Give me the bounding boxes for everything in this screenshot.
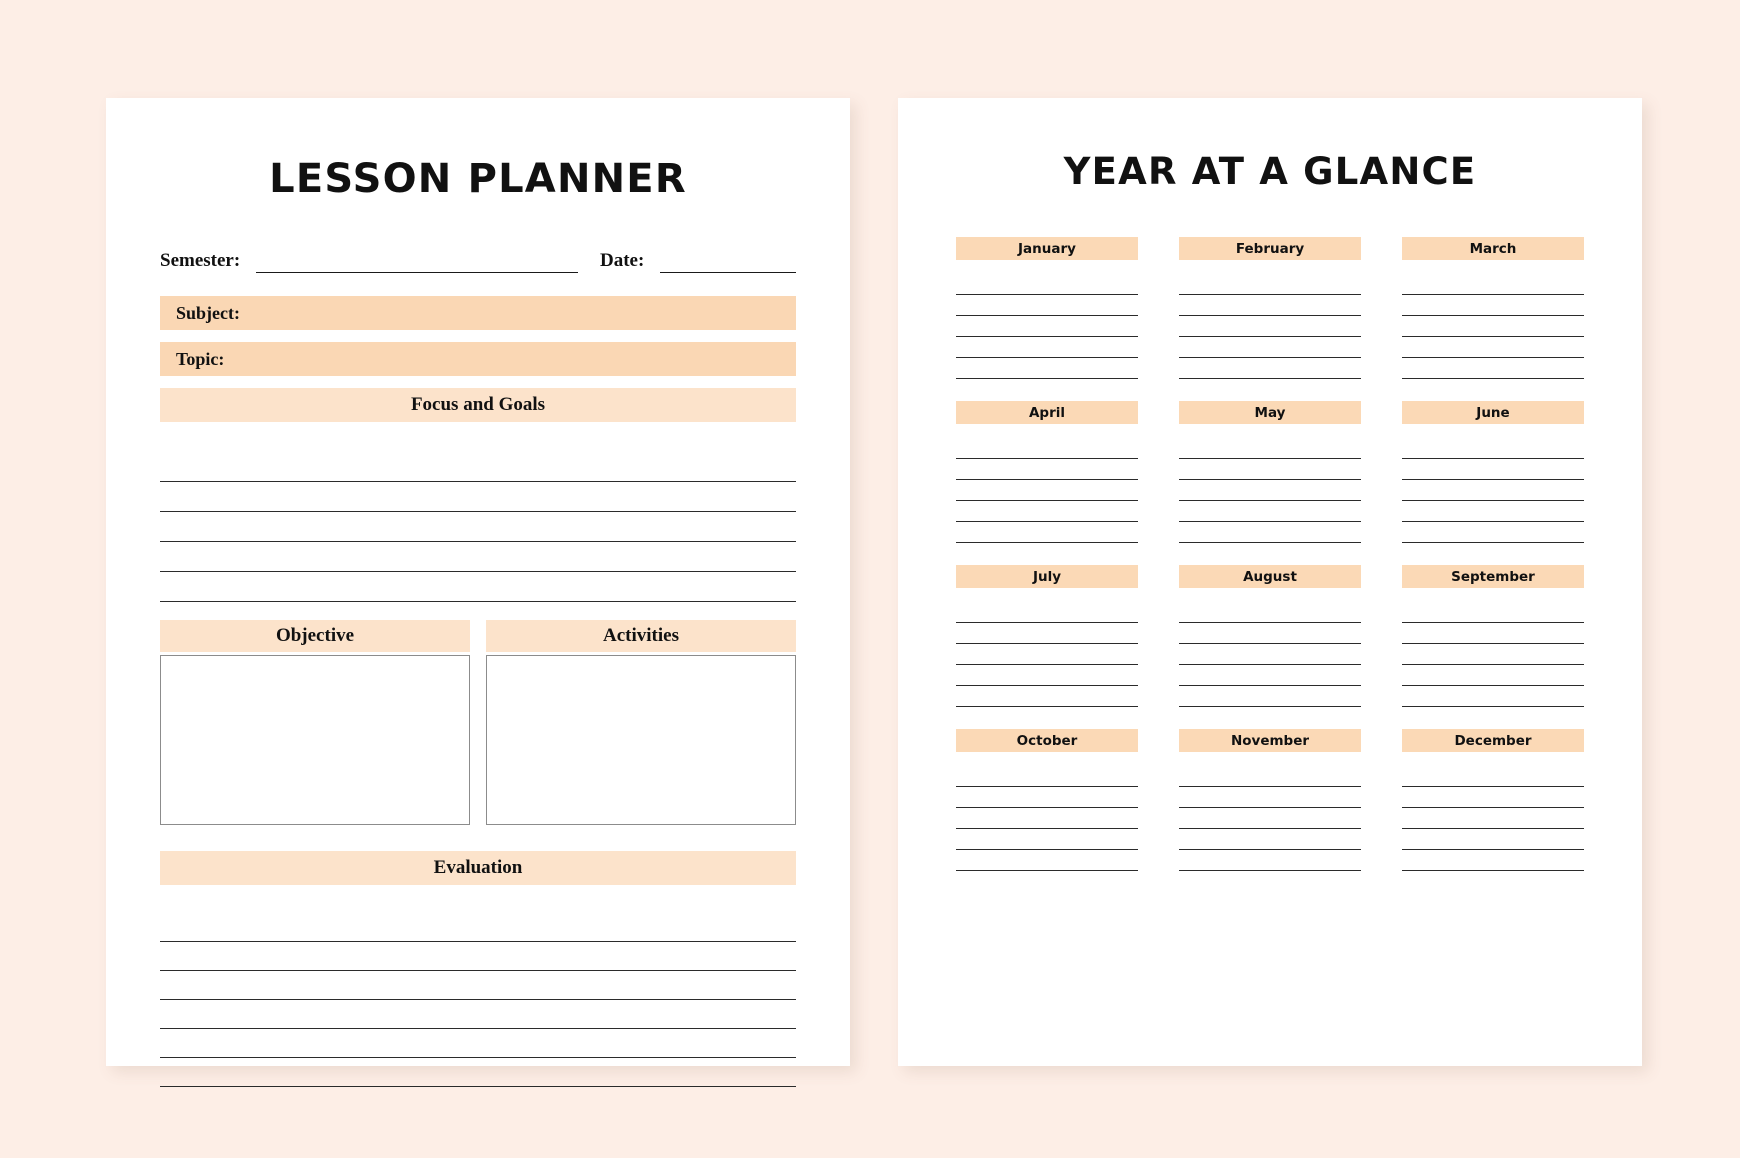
evaluation-lines[interactable]: [160, 913, 796, 1087]
write-line[interactable]: [1402, 358, 1584, 379]
write-line[interactable]: [160, 452, 796, 482]
month-lines[interactable]: [956, 602, 1138, 707]
write-line[interactable]: [160, 913, 796, 942]
write-line[interactable]: [1402, 808, 1584, 829]
write-line[interactable]: [956, 623, 1138, 644]
write-line[interactable]: [1179, 623, 1361, 644]
month-label: February: [1179, 237, 1361, 260]
date-label: Date:: [600, 250, 645, 271]
write-line[interactable]: [956, 808, 1138, 829]
write-line[interactable]: [956, 787, 1138, 808]
objective-input-box[interactable]: [160, 655, 470, 825]
write-line[interactable]: [1402, 602, 1584, 623]
write-line[interactable]: [160, 1058, 796, 1087]
write-line[interactable]: [1402, 438, 1584, 459]
lesson-planner-page: [106, 98, 850, 1066]
evaluation-heading: Evaluation: [160, 851, 796, 885]
write-line[interactable]: [956, 438, 1138, 459]
write-line[interactable]: [1179, 274, 1361, 295]
write-line[interactable]: [1402, 501, 1584, 522]
write-line[interactable]: [1179, 850, 1361, 871]
objective-activities-headings: [160, 620, 796, 652]
write-line[interactable]: [1402, 459, 1584, 480]
month-cell-september: [1402, 565, 1584, 707]
semester-label: Semester:: [160, 250, 241, 271]
write-line[interactable]: [160, 482, 796, 512]
write-line[interactable]: [1179, 337, 1361, 358]
year-at-a-glance-page: [898, 98, 1642, 1066]
topic-label: Topic:: [176, 348, 225, 369]
write-line[interactable]: [160, 542, 796, 572]
month-lines[interactable]: [1402, 274, 1584, 379]
write-line[interactable]: [1179, 522, 1361, 543]
write-line[interactable]: [1179, 316, 1361, 337]
month-cell-july: [956, 565, 1138, 707]
month-label: September: [1402, 565, 1584, 588]
write-line[interactable]: [1179, 438, 1361, 459]
month-lines[interactable]: [1402, 438, 1584, 543]
semester-input[interactable]: [256, 272, 578, 273]
month-lines[interactable]: [1402, 602, 1584, 707]
month-label: June: [1402, 401, 1584, 424]
month-lines[interactable]: [1179, 438, 1361, 543]
write-line[interactable]: [956, 480, 1138, 501]
write-line[interactable]: [1402, 337, 1584, 358]
subject-label: Subject:: [176, 302, 240, 323]
write-line[interactable]: [1402, 686, 1584, 707]
write-line[interactable]: [1179, 829, 1361, 850]
month-lines[interactable]: [1179, 766, 1361, 871]
month-lines[interactable]: [956, 766, 1138, 871]
month-cell-april: [956, 401, 1138, 543]
month-lines[interactable]: [956, 438, 1138, 543]
subject-field[interactable]: [160, 296, 796, 330]
write-line[interactable]: [956, 686, 1138, 707]
write-line[interactable]: [956, 459, 1138, 480]
month-label: December: [1402, 729, 1584, 752]
write-line[interactable]: [1402, 522, 1584, 543]
write-line[interactable]: [1402, 316, 1584, 337]
month-label: May: [1179, 401, 1361, 424]
write-line[interactable]: [1179, 808, 1361, 829]
month-cell-october: [956, 729, 1138, 871]
write-line[interactable]: [1402, 787, 1584, 808]
objective-heading: Objective: [160, 620, 470, 652]
activities-input-box[interactable]: [486, 655, 796, 825]
write-line[interactable]: [1179, 459, 1361, 480]
write-line[interactable]: [1402, 295, 1584, 316]
write-line[interactable]: [1402, 480, 1584, 501]
write-line[interactable]: [956, 316, 1138, 337]
write-line[interactable]: [956, 665, 1138, 686]
write-line[interactable]: [956, 522, 1138, 543]
write-line[interactable]: [956, 766, 1138, 787]
year-at-a-glance-content: [956, 98, 1584, 1066]
month-cell-may: [1179, 401, 1361, 543]
write-line[interactable]: [1402, 665, 1584, 686]
page-title-year-at-a-glance: YEAR AT A GLANCE: [1063, 150, 1477, 193]
write-line[interactable]: [160, 1000, 796, 1029]
page-title-lesson-planner: LESSON PLANNER: [269, 156, 687, 202]
month-label: April: [956, 401, 1138, 424]
write-line[interactable]: [160, 971, 796, 1000]
month-label: October: [956, 729, 1138, 752]
date-input[interactable]: [660, 272, 796, 273]
month-lines[interactable]: [1179, 274, 1361, 379]
month-lines[interactable]: [1179, 602, 1361, 707]
write-line[interactable]: [1179, 665, 1361, 686]
focus-and-goals-heading: Focus and Goals: [160, 388, 796, 422]
write-line[interactable]: [1179, 358, 1361, 379]
write-line[interactable]: [160, 512, 796, 542]
month-label: July: [956, 565, 1138, 588]
focus-and-goals-lines[interactable]: [160, 452, 796, 602]
month-cell-january: [956, 237, 1138, 379]
month-cell-november: [1179, 729, 1361, 871]
activities-heading: Activities: [486, 620, 796, 652]
write-line[interactable]: [956, 829, 1138, 850]
write-line[interactable]: [1179, 686, 1361, 707]
write-line[interactable]: [1179, 480, 1361, 501]
month-cell-march: [1402, 237, 1584, 379]
write-line[interactable]: [1402, 623, 1584, 644]
lesson-planner-content: [160, 98, 796, 1066]
write-line[interactable]: [1179, 787, 1361, 808]
write-line[interactable]: [1402, 766, 1584, 787]
month-label: November: [1179, 729, 1361, 752]
write-line[interactable]: [956, 644, 1138, 665]
write-line[interactable]: [956, 358, 1138, 379]
write-line[interactable]: [1402, 829, 1584, 850]
month-cell-june: [1402, 401, 1584, 543]
topic-field[interactable]: [160, 342, 796, 376]
write-line[interactable]: [160, 1029, 796, 1058]
month-cell-december: [1402, 729, 1584, 871]
write-line[interactable]: [160, 572, 796, 602]
write-line[interactable]: [956, 501, 1138, 522]
write-line[interactable]: [956, 337, 1138, 358]
month-grid: [956, 237, 1584, 871]
write-line[interactable]: [956, 850, 1138, 871]
write-line[interactable]: [1179, 602, 1361, 623]
write-line[interactable]: [1179, 501, 1361, 522]
write-line[interactable]: [956, 274, 1138, 295]
month-label: August: [1179, 565, 1361, 588]
write-line[interactable]: [956, 602, 1138, 623]
write-line[interactable]: [956, 295, 1138, 316]
write-line[interactable]: [1402, 850, 1584, 871]
month-lines[interactable]: [956, 274, 1138, 379]
write-line[interactable]: [160, 942, 796, 971]
month-lines[interactable]: [1402, 766, 1584, 871]
write-line[interactable]: [1402, 644, 1584, 665]
month-cell-august: [1179, 565, 1361, 707]
write-line[interactable]: [1179, 295, 1361, 316]
objective-activities-boxes: [160, 655, 796, 825]
month-cell-february: [1179, 237, 1361, 379]
month-label: March: [1402, 237, 1584, 260]
write-line[interactable]: [1179, 766, 1361, 787]
write-line[interactable]: [1402, 274, 1584, 295]
write-line[interactable]: [1179, 644, 1361, 665]
month-label: January: [956, 237, 1138, 260]
semester-date-row: [160, 250, 796, 278]
